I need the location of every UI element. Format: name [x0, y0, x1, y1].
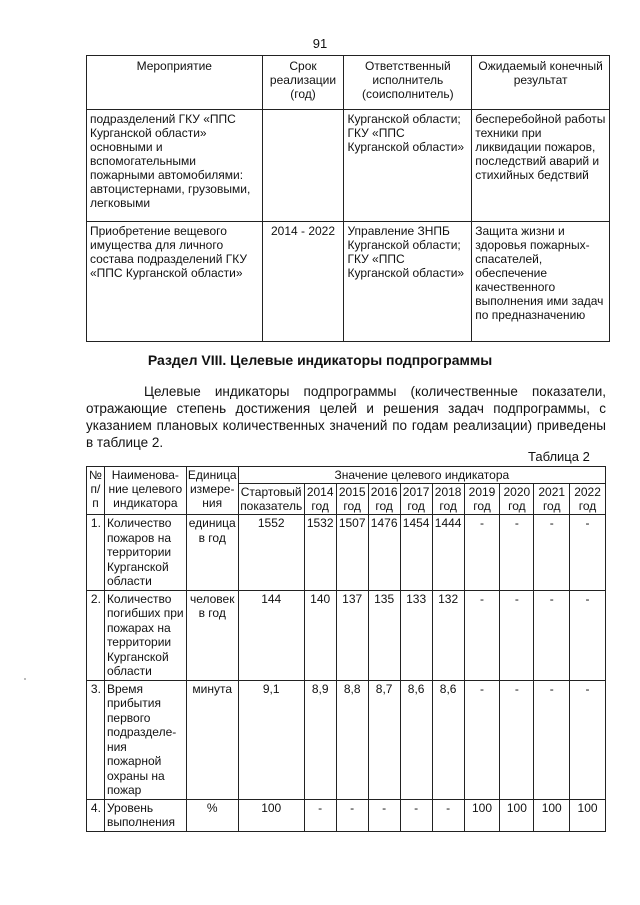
- year-value: 137: [336, 590, 368, 680]
- start-value: 100: [238, 799, 304, 831]
- row-num: 4.: [87, 799, 105, 831]
- table-row: [87, 680, 606, 799]
- year-value: 100: [464, 799, 500, 831]
- page-number: 91: [312, 36, 328, 51]
- year-value: 8,9: [304, 680, 336, 799]
- year-value: 1476: [368, 515, 400, 591]
- year-value: -: [500, 680, 534, 799]
- executor-cell: Курганской области; ГКУ «ППС Курганской области»: [344, 110, 472, 222]
- indicator-unit: %: [186, 799, 238, 831]
- year-value: 1454: [400, 515, 432, 591]
- body-paragraph: [86, 383, 606, 451]
- start-value: 144: [238, 590, 304, 680]
- header-unit: Единица измере-ния: [186, 467, 238, 515]
- header-num: № п/п: [87, 467, 105, 515]
- section-title: Раздел VIII. Целевые индикаторы подпрограммы: [147, 352, 493, 368]
- year-value: 140: [304, 590, 336, 680]
- table-row: [87, 222, 610, 342]
- year-value: -: [336, 799, 368, 831]
- indicator-unit: минута: [186, 680, 238, 799]
- measure-cell: подразделений ГКУ «ППС Курганской области» основными и вспомогательными пожарными автомобилями: автоцистернами, грузовыми, легковыми: [87, 110, 263, 222]
- executor-cell: Управление ЗНПБ Курганской области; ГКУ «ППС Курганской области»: [344, 222, 472, 342]
- indicator-name: Время прибытия первого подразделе-ния пожарной охраны на пожар: [104, 680, 186, 799]
- header-term: Срок реализации (год): [262, 56, 344, 110]
- header-result: Ожидаемый конечный результат: [472, 56, 610, 110]
- header-year: 2014 год: [304, 484, 336, 515]
- year-value: -: [534, 515, 570, 591]
- row-num: 3.: [87, 680, 105, 799]
- year-value: 8,7: [368, 680, 400, 799]
- indicators-header-row-1: [87, 467, 606, 484]
- year-value: 8,8: [336, 680, 368, 799]
- indicator-name: Количество пожаров на территории Курганской области: [104, 515, 186, 591]
- header-value: Значение целевого индикатора: [238, 467, 605, 484]
- year-value: -: [534, 680, 570, 799]
- measures-table-header: [87, 56, 610, 110]
- start-value: 1552: [238, 515, 304, 591]
- result-cell: Защита жизни и здоровья пожарных-спасателей, обеспечение качественного выполнения ими задач по предназначению: [472, 222, 610, 342]
- year-value: 1532: [304, 515, 336, 591]
- term-cell: 2014 - 2022: [262, 222, 344, 342]
- year-value: -: [570, 515, 606, 591]
- header-name: Наименова-ние целевого индикатора: [104, 467, 186, 515]
- header-measure: Мероприятие: [87, 56, 263, 110]
- header-year: 2017 год: [400, 484, 432, 515]
- measures-table: [86, 55, 610, 342]
- header-year: 2022 год: [570, 484, 606, 515]
- year-value: 1444: [432, 515, 464, 591]
- year-value: 100: [534, 799, 570, 831]
- scan-speck: [24, 678, 26, 680]
- year-value: -: [534, 590, 570, 680]
- measure-cell: Приобретение вещевого имущества для личного состава подразделений ГКУ «ППС Курганской области»: [87, 222, 263, 342]
- table-row: [87, 799, 606, 831]
- year-value: 132: [432, 590, 464, 680]
- header-year: 2015 год: [336, 484, 368, 515]
- year-value: 1507: [336, 515, 368, 591]
- table-row: [87, 110, 610, 222]
- header-year: 2018 год: [432, 484, 464, 515]
- year-value: 100: [500, 799, 534, 831]
- indicator-name: Количество погибших при пожарах на территории Курганской области: [104, 590, 186, 680]
- year-value: -: [570, 680, 606, 799]
- year-value: 8,6: [400, 680, 432, 799]
- start-value: 9,1: [238, 680, 304, 799]
- header-year: 2020 год: [500, 484, 534, 515]
- year-value: -: [500, 590, 534, 680]
- indicator-name: Уровень выполнения: [104, 799, 186, 831]
- year-value: -: [570, 590, 606, 680]
- year-value: -: [400, 799, 432, 831]
- table-row: [87, 515, 606, 591]
- header-start: Стартовый показатель: [240, 485, 303, 513]
- row-num: 2.: [87, 590, 105, 680]
- result-cell: бесперебойной работы техники при ликвидации пожаров, последствий аварий и стихийных бедствий: [472, 110, 610, 222]
- year-value: -: [464, 680, 500, 799]
- indicator-unit: человек в год: [186, 590, 238, 680]
- year-value: -: [432, 799, 464, 831]
- row-num: 1.: [87, 515, 105, 591]
- header-year: 2021 год: [534, 484, 570, 515]
- year-value: 100: [570, 799, 606, 831]
- year-value: -: [368, 799, 400, 831]
- year-value: -: [500, 515, 534, 591]
- header-year: 2019 год: [464, 484, 500, 515]
- term-cell: [262, 110, 344, 222]
- header-year: 2016 год: [368, 484, 400, 515]
- table-row: [87, 590, 606, 680]
- header-executor: Ответственный исполнитель (соисполнитель): [344, 56, 472, 110]
- indicators-table: [86, 466, 606, 832]
- year-value: 133: [400, 590, 432, 680]
- year-value: -: [464, 590, 500, 680]
- indicator-unit: единица в год: [186, 515, 238, 591]
- year-value: 8,6: [432, 680, 464, 799]
- year-value: -: [304, 799, 336, 831]
- table-caption: Таблица 2: [528, 449, 590, 464]
- paragraph-text: Целевые индикаторы подпрограммы (количественные показатели, отражающие степень достижения целей и решения задач подпрограммы, с указанием плановых количественных значений по годам реализации) приведены в таблице 2.: [86, 384, 606, 450]
- year-value: -: [464, 515, 500, 591]
- year-value: 135: [368, 590, 400, 680]
